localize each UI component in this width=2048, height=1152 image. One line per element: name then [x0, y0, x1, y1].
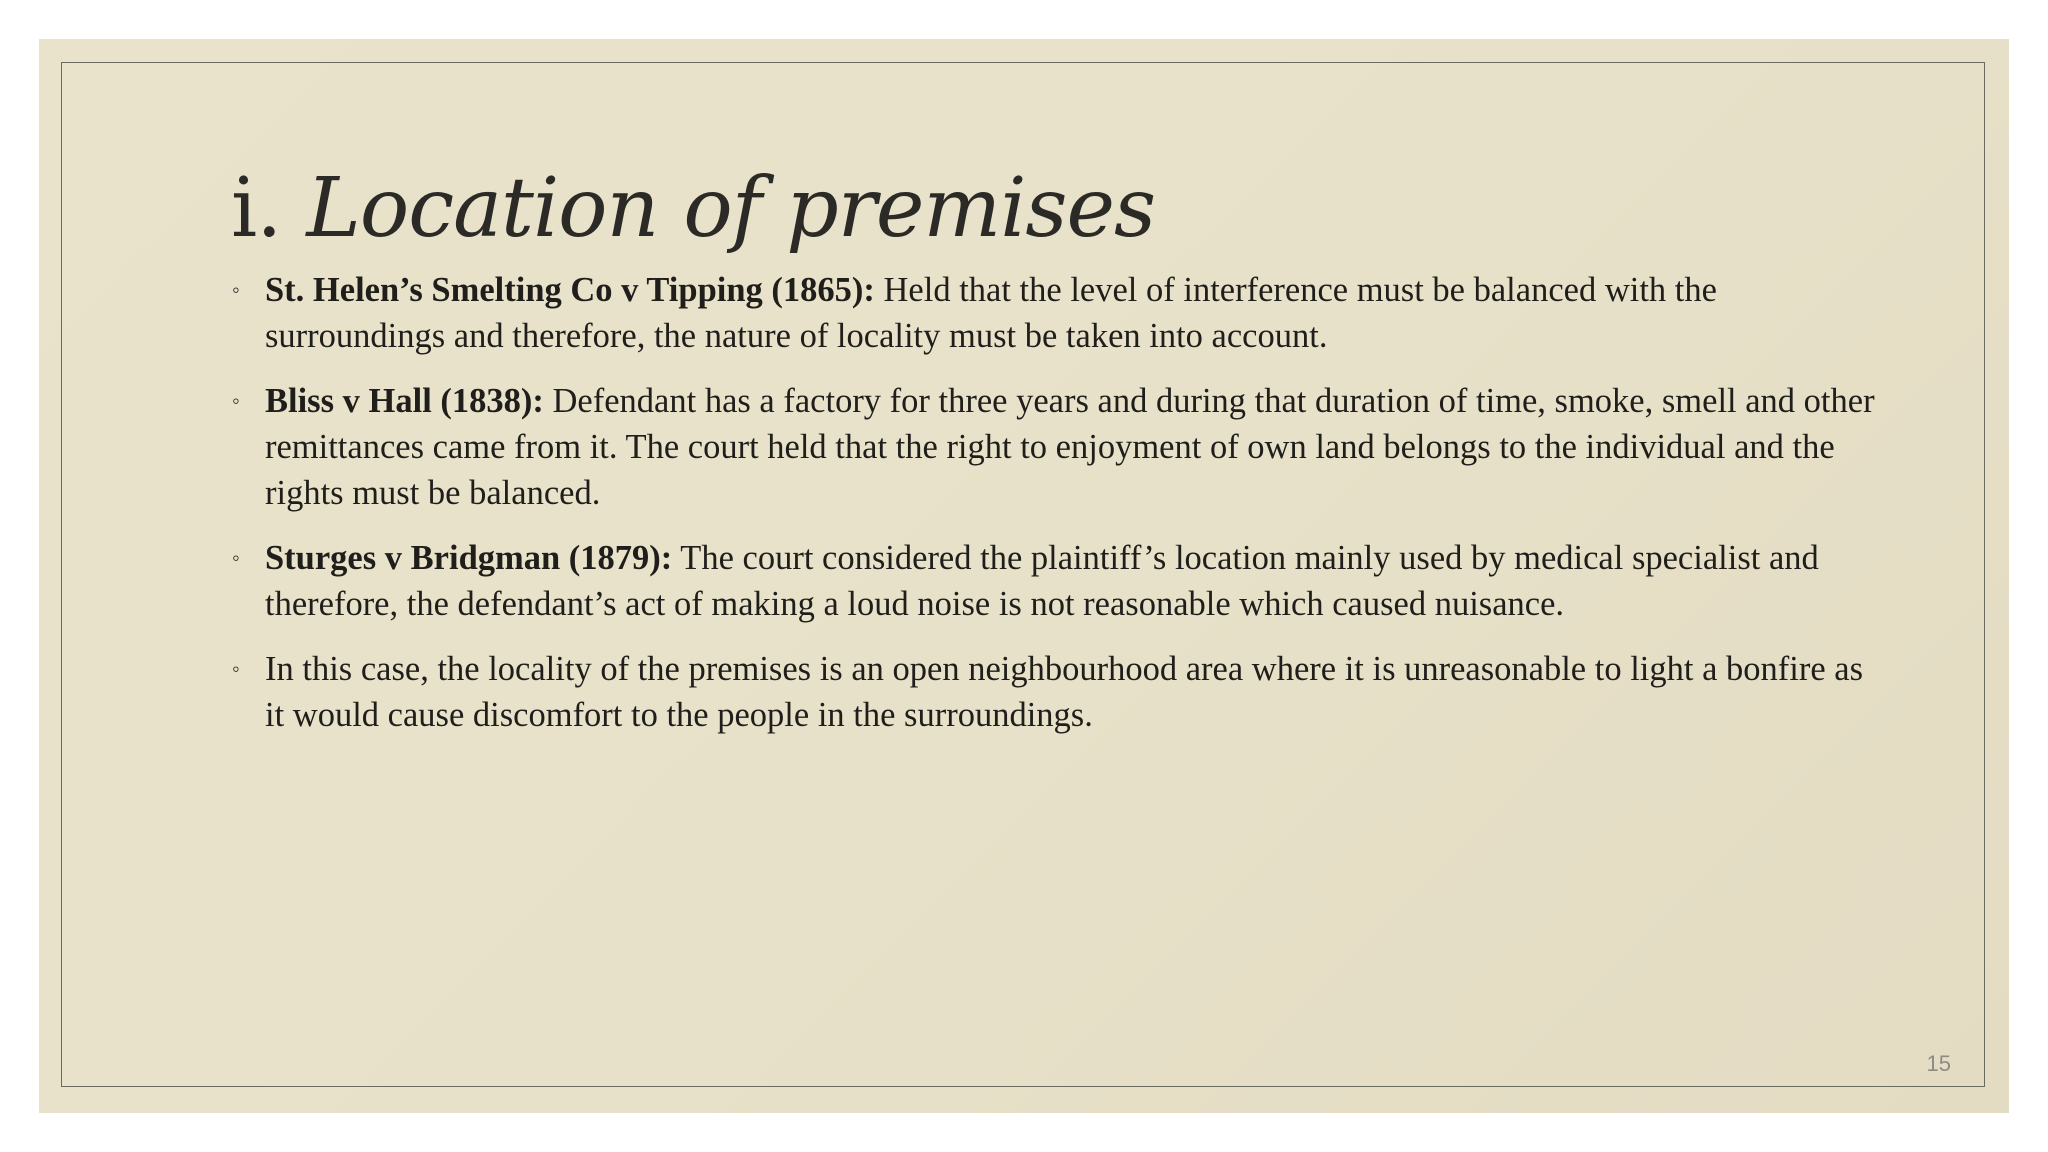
- slide-title: [231, 159, 1155, 259]
- case-name: Bliss v Hall (1838):: [265, 382, 544, 420]
- bullet-item: [229, 646, 1879, 738]
- bullet-text: The court considered the plaintiff’s location mainly used by medical specialist and therefore, the defendant’s act of making a loud noise is not reasonable which caused nuisance.: [265, 539, 1819, 623]
- bullet-text: Defendant has a factory for three years and during that duration of time, smoke, smell and other remittances came from it. The court held that the right to enjoyment of own land belongs to the individual and the rights must be balanced.: [265, 382, 1875, 512]
- page-number: 15: [1926, 1051, 1951, 1076]
- slide: [39, 39, 2009, 1113]
- bullet-marker: ◦: [232, 656, 240, 681]
- bullet-marker: ◦: [232, 545, 240, 570]
- bullet-item: [229, 535, 1879, 627]
- bullet-text: Held that the level of interference must be balanced with the surroundings and therefore, the nature of locality must be taken into account.: [265, 271, 1717, 355]
- bullet-text: In this case, the locality of the premises is an open neighbourhood area where it is unreasonable to light a bonfire as it would cause discomfort to the people in the surroundings.: [265, 650, 1864, 734]
- bullet-list: [229, 267, 1879, 757]
- case-name: St. Helen’s Smelting Co v Tipping (1865):: [265, 271, 875, 309]
- bullet-marker: ◦: [232, 388, 240, 413]
- title-text: Location of premises: [306, 161, 1156, 256]
- case-name: Sturges v Bridgman (1879):: [265, 539, 673, 577]
- bullet-item: [229, 267, 1879, 359]
- bullet-marker: ◦: [232, 277, 240, 302]
- title-number: i.: [231, 161, 282, 256]
- bullet-item: [229, 378, 1879, 516]
